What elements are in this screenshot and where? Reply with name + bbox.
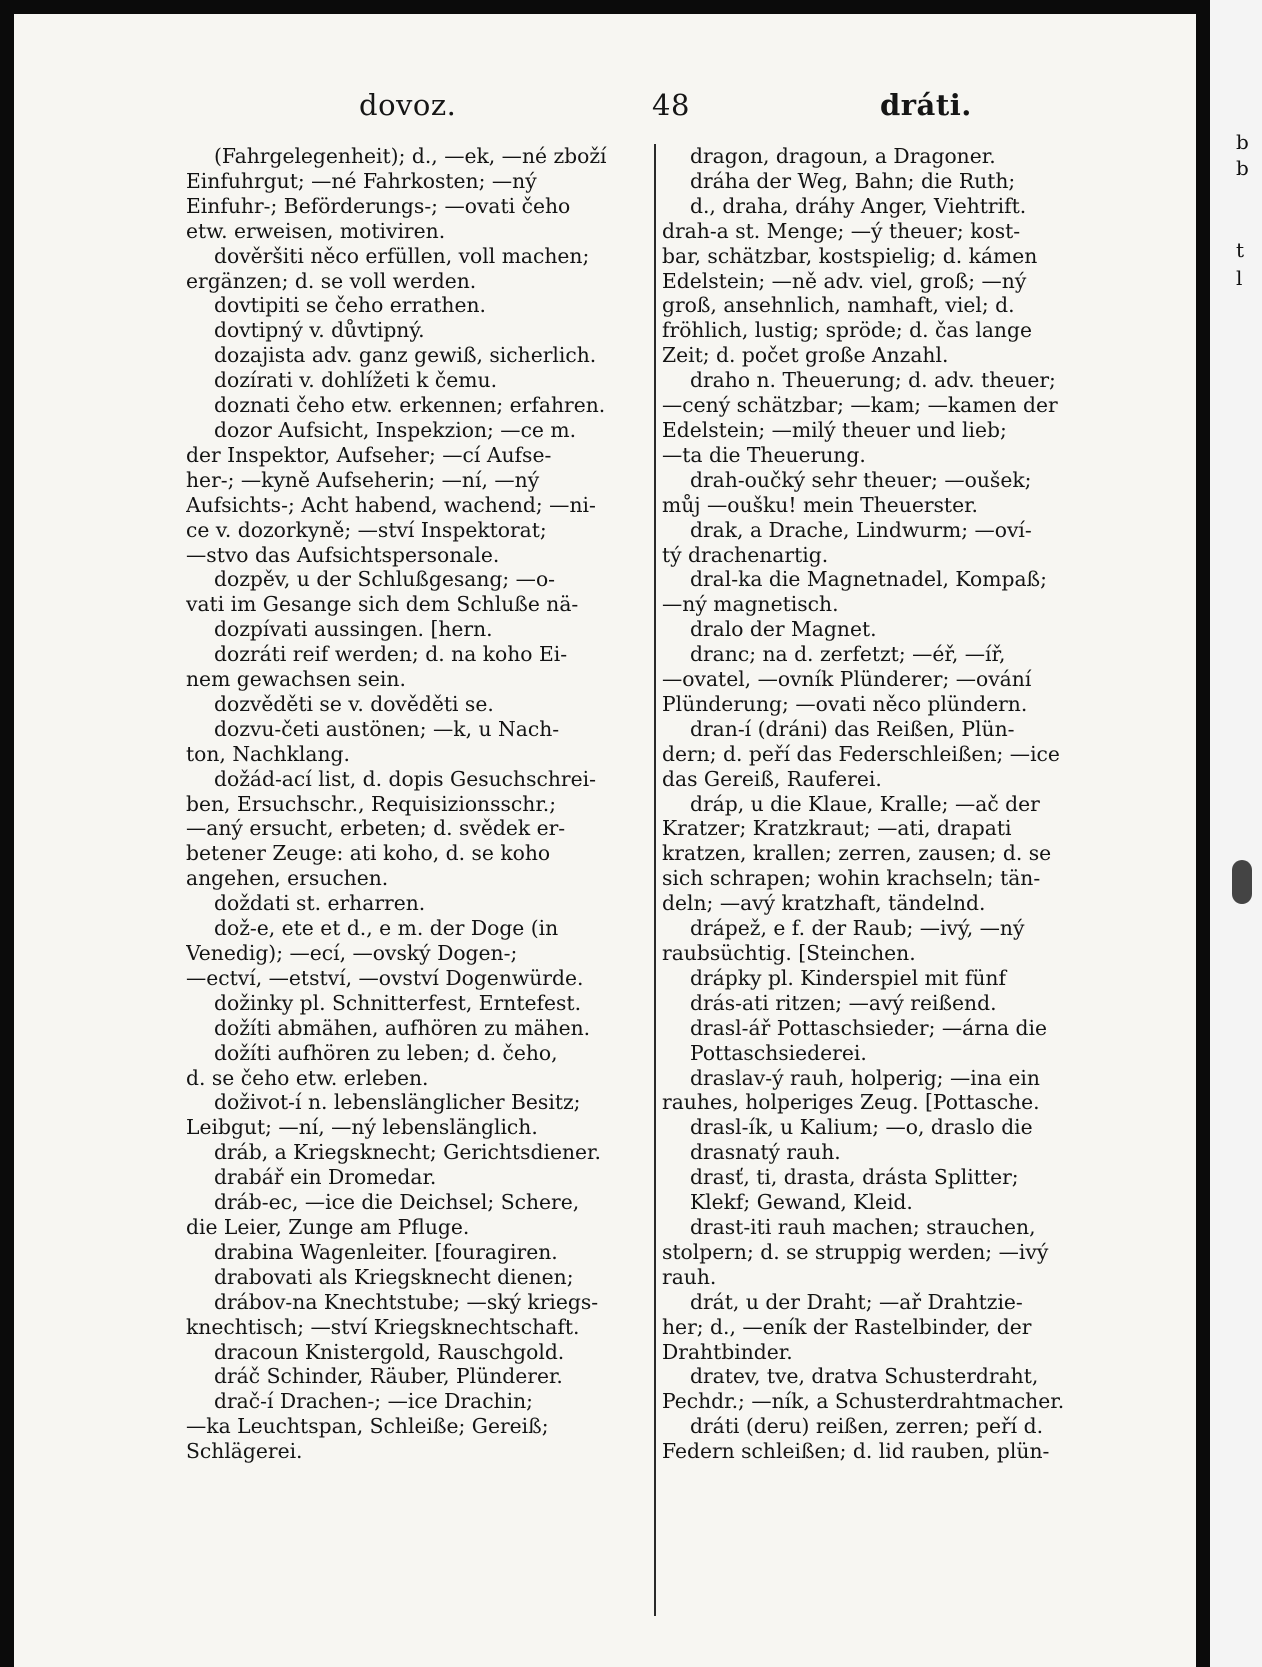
scan-border-left	[0, 0, 14, 1667]
dictionary-line: vati im Gesange sich dem Schluße nä-	[186, 592, 579, 617]
dictionary-line: —ectví, —etství, —ovství Dogenwürde.	[186, 965, 584, 990]
neighbor-fragment: l	[1236, 266, 1243, 290]
dictionary-line: dráp, u die Klaue, Kralle; —ač der	[690, 791, 1040, 816]
scan-border-top	[0, 0, 1262, 14]
dictionary-line: drasl-ář Pottaschsieder; —árna die	[690, 1015, 1048, 1040]
dictionary-line: —aný ersucht, erbeten; d. svědek er-	[186, 816, 566, 841]
dictionary-line: Plünderung; —ovati něco plündern.	[662, 691, 1028, 716]
dictionary-line: ce v. dozorkyně; —ství Inspektorat;	[186, 517, 547, 542]
dictionary-line: dověršiti něco erfüllen, voll machen;	[214, 243, 590, 268]
ink-blot	[1232, 860, 1252, 904]
dictionary-line: sich schrapen; wohin krachseln; tän-	[662, 866, 1041, 891]
scan-border-right	[1196, 0, 1210, 1667]
dictionary-line: dožíti aufhören zu leben; d. čeho,	[214, 1040, 558, 1065]
dictionary-line: dráti (deru) reißen, zerren; peří d.	[690, 1414, 1044, 1439]
dictionary-line: —ka Leuchtspan, Schleiße; Gereiß;	[186, 1414, 549, 1439]
dictionary-line: drak, a Drache, Lindwurm; —oví-	[690, 517, 1032, 542]
dictionary-line: Drahtbinder.	[662, 1339, 793, 1364]
left-column	[186, 144, 638, 1464]
dictionary-line: nem gewachsen sein.	[186, 667, 406, 692]
dictionary-line: dozpívati aussingen. [hern.	[214, 617, 493, 642]
dictionary-line: (Fahrgelegenheit); d., —ek, —né zboží	[214, 144, 607, 168]
dictionary-line: rauhes, holperiges Zeug. [Pottasche.	[662, 1090, 1040, 1115]
dictionary-line: dozvu-četi austönen; —k, u Nach-	[214, 716, 560, 741]
dictionary-line: dran-í (dráni) das Reißen, Plün-	[690, 716, 1015, 741]
dictionary-line: knechtisch; —ství Kriegsknechtschaft.	[186, 1314, 580, 1339]
running-head-right: dráti.	[880, 88, 972, 122]
dictionary-line: dral-ka die Magnetnadel, Kompaß;	[690, 567, 1047, 592]
dictionary-line: drábov-na Knechtstube; —ský kriegs-	[214, 1289, 599, 1314]
dictionary-line: můj —oušku! mein Theuerster.	[662, 492, 978, 517]
dictionary-line: dráha der Weg, Bahn; die Ruth;	[690, 168, 1016, 193]
dictionary-line: —ta die Theuerung.	[662, 442, 866, 467]
dictionary-line: drabář ein Dromedar.	[214, 1165, 437, 1190]
dictionary-line: dovtipný v. důvtipný.	[214, 318, 425, 343]
dictionary-line: groß, ansehnlich, namhaft, viel; d.	[662, 293, 1015, 318]
right-column	[662, 144, 1114, 1464]
dictionary-line: draslav-ý rauh, holperig; —ina ein	[690, 1065, 1040, 1090]
dictionary-line: dozírati v. dohlížeti k čemu.	[214, 368, 498, 393]
dictionary-line: raubsüchtig. [Steinchen.	[662, 941, 916, 965]
dictionary-line: tý drachenartig.	[662, 542, 829, 567]
dictionary-line: Venedig); —ecí, —ovský Dogen-;	[186, 941, 518, 965]
dictionary-line: rauh.	[662, 1264, 717, 1289]
dictionary-line: her-; —kyně Aufseherin; —ní, —ný	[186, 467, 540, 492]
dictionary-line: d., draha, dráhy Anger, Viehtrift.	[690, 193, 1027, 218]
dictionary-line: dozor Aufsicht, Inspekzion; —ce m.	[214, 417, 577, 442]
dictionary-line: deln; —avý kratzhaft, tändelnd.	[662, 891, 986, 916]
dictionary-line: d. se čeho etw. erleben.	[186, 1065, 429, 1090]
dictionary-line: Aufsichts-; Acht habend, wachend; —ni-	[186, 492, 596, 517]
column-rule	[654, 144, 656, 1616]
dictionary-line: drápky pl. Kinderspiel mit fünf	[690, 965, 1006, 990]
dictionary-line: ton, Nachklang.	[186, 741, 350, 766]
dictionary-line: dráb-ec, —ice die Deichsel; Schere,	[214, 1190, 580, 1215]
dictionary-line: dož-e, ete et d., e m. der Doge (in	[214, 916, 559, 941]
dictionary-line: Edelstein; —milý theuer und lieb;	[662, 417, 1007, 442]
dictionary-line: drát, u der Draht; —ař Drahtzie-	[690, 1289, 1023, 1314]
dictionary-line: Leibgut; —ní, —ný lebenslänglich.	[186, 1115, 538, 1140]
dictionary-line: Edelstein; —ně adv. viel, groß; —ný	[662, 268, 1027, 293]
dictionary-line: dozajista adv. ganz gewiß, sicherlich.	[214, 343, 597, 368]
dictionary-line: dratev, tve, dratva Schusterdraht,	[690, 1364, 1039, 1389]
dictionary-line: Pottaschsiederei.	[690, 1040, 867, 1065]
dictionary-line: dráb, a Kriegsknecht; Gerichtsdiener.	[214, 1140, 601, 1165]
dictionary-line: draho n. Theuerung; d. adv. theuer;	[690, 368, 1056, 393]
dictionary-line: doznati čeho etw. erkennen; erfahren.	[214, 393, 606, 418]
dictionary-line: ergänzen; d. se voll werden.	[186, 268, 477, 293]
dictionary-line: dracoun Knistergold, Rauschgold.	[214, 1339, 565, 1364]
dictionary-line: Zeit; d. počet große Anzahl.	[662, 343, 949, 368]
dictionary-line: angehen, ersuchen.	[186, 866, 389, 891]
dictionary-line: Pechdr.; —ník, a Schusterdrahtmacher.	[662, 1389, 1065, 1414]
neighbor-fragment: t	[1236, 238, 1245, 262]
dictionary-line: die Leier, Zunge am Pfluge.	[186, 1214, 470, 1239]
dictionary-line: dožíti abmähen, aufhören zu mähen.	[214, 1015, 591, 1040]
dictionary-line: drah-a st. Menge; —ý theuer; kost-	[662, 218, 1021, 243]
dictionary-line: dožinky pl. Schnitterfest, Erntefest.	[214, 990, 582, 1015]
dictionary-page	[14, 14, 1196, 1667]
page-number: 48	[652, 88, 690, 122]
dictionary-line: drač-í Drachen-; —ice Drachin;	[214, 1389, 534, 1414]
dictionary-line: dovtipiti se čeho errathen.	[214, 293, 486, 318]
dictionary-line: doživot-í n. lebenslänglicher Besitz;	[214, 1090, 581, 1115]
dictionary-line: kratzen, krallen; zerren, zausen; d. se	[662, 841, 1052, 866]
dictionary-line: drápež, e f. der Raub; —ivý, —ný	[690, 916, 1025, 941]
neighbor-fragment: b	[1236, 156, 1249, 180]
dictionary-line: dozráti reif werden; d. na koho Ei-	[214, 642, 568, 667]
dictionary-line: drabina Wagenleiter. [fouragiren.	[214, 1239, 558, 1264]
dictionary-line: dragon, dragoun, a Dragoner.	[690, 144, 996, 168]
dictionary-line: drabovati als Kriegsknecht dienen;	[214, 1264, 574, 1289]
dictionary-line: —stvo das Aufsichtspersonale.	[186, 542, 500, 567]
dictionary-line: —ný magnetisch.	[662, 592, 839, 617]
dictionary-line: drast-iti rauh machen; strauchen,	[690, 1214, 1036, 1239]
dictionary-line: dozpěv, u der Schlußgesang; —o-	[214, 567, 556, 592]
dictionary-line: dranc; na d. zerfetzt; —éř, —íř,	[690, 642, 1006, 667]
running-head-left: dovoz.	[359, 88, 457, 122]
dictionary-line: Kratzer; Kratzkraut; —ati, drapati	[662, 816, 1012, 841]
dictionary-line: drah-oučký sehr theuer; —oušek;	[690, 467, 1032, 492]
dictionary-line: dozvěděti se v. dověděti se.	[214, 691, 494, 716]
dictionary-line: fröhlich, lustig; spröde; d. čas lange	[662, 318, 1032, 343]
neighbor-fragment: b	[1236, 130, 1249, 154]
dictionary-line: Einfuhr-; Beförderungs-; —ovati čeho	[186, 193, 571, 218]
dictionary-line: her; d., —eník der Rastelbinder, der	[662, 1314, 1032, 1339]
dictionary-line: dern; d. peří das Federschleißen; —ice	[662, 741, 1060, 766]
dictionary-line: das Gereiß, Rauferei.	[662, 766, 882, 791]
dictionary-line: dralo der Magnet.	[690, 617, 877, 642]
dictionary-line: dráč Schinder, Räuber, Plünderer.	[214, 1364, 563, 1389]
dictionary-line: der Inspektor, Aufseher; —cí Aufse-	[186, 442, 552, 467]
dictionary-line: bar, schätzbar, kostspielig; d. kámen	[662, 243, 1038, 268]
dictionary-line: drasť, ti, drasta, drásta Splitter;	[690, 1165, 1019, 1190]
dictionary-line: ben, Ersuchschr., Requisizionsschr.;	[186, 791, 557, 816]
dictionary-line: dožád-ací list, d. dopis Gesuchschrei-	[214, 766, 596, 791]
dictionary-line: Schlägerei.	[186, 1439, 303, 1464]
dictionary-line: betener Zeuge: ati koho, d. se koho	[186, 841, 551, 866]
dictionary-line: etw. erweisen, motiviren.	[186, 218, 446, 243]
dictionary-line: drasl-ík, u Kalium; —o, draslo die	[690, 1115, 1033, 1140]
neighbor-page-strip	[1210, 0, 1262, 1667]
dictionary-line: Federn schleißen; d. lid rauben, plün-	[662, 1439, 1050, 1464]
dictionary-line: —ovatel, —ovník Plünderer; —ování	[662, 667, 1032, 692]
dictionary-line: Klekf; Gewand, Kleid.	[690, 1190, 913, 1215]
dictionary-line: drasnatý rauh.	[690, 1140, 841, 1165]
dictionary-line: Einfuhrgut; —né Fahrkosten; —ný	[186, 168, 537, 193]
dictionary-line: stolpern; d. se struppig werden; —ivý	[662, 1239, 1049, 1264]
dictionary-line: drás-ati ritzen; —avý reißend.	[690, 990, 997, 1015]
dictionary-line: doždati st. erharren.	[214, 891, 426, 916]
dictionary-line: —cený schätzbar; —kam; —kamen der	[662, 393, 1058, 418]
